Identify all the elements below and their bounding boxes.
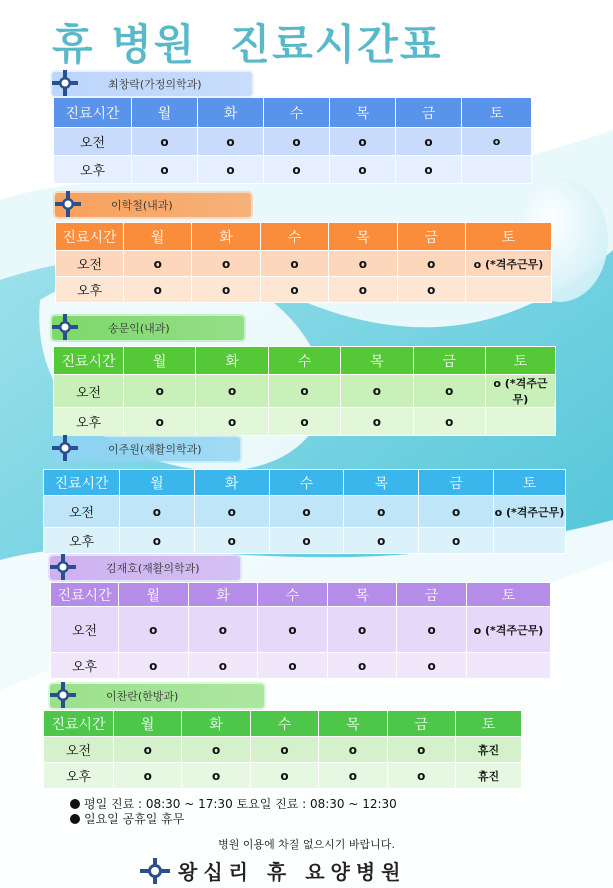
column-header-day: 월 xyxy=(132,98,198,128)
column-header-day: 화 xyxy=(198,98,264,128)
doctor-name: 김재호(재활의학과) xyxy=(106,562,200,575)
table-header-row xyxy=(54,347,556,375)
page-title: 휴 병원 진료시간표 xyxy=(52,20,443,69)
cell-wed: o xyxy=(264,128,330,156)
cell-sat: o (*격주근무) xyxy=(493,496,565,528)
column-header-day: 목 xyxy=(341,347,413,375)
cell-sat: o xyxy=(462,128,532,156)
bullet-icon xyxy=(70,799,80,809)
cell-thu: o xyxy=(330,128,396,156)
cell-fri: o xyxy=(387,763,455,789)
column-header-day: 토 xyxy=(466,583,550,607)
hospital-name: 왕십리 휴 요양병원 xyxy=(178,860,407,884)
row-label: 오전 xyxy=(54,128,132,156)
table-row xyxy=(51,607,551,653)
column-header-day: 목 xyxy=(327,583,397,607)
cell-thu: o xyxy=(329,251,397,277)
column-header-day: 월 xyxy=(119,583,189,607)
table-header-row xyxy=(44,470,566,496)
row-label: 오전 xyxy=(44,496,120,528)
column-header-day: 목 xyxy=(330,98,396,128)
column-header-time: 진료시간 xyxy=(44,470,120,496)
cell-fri: o xyxy=(413,408,485,436)
column-header-day: 수 xyxy=(260,223,328,251)
column-header-day: 월 xyxy=(120,470,195,496)
schedule-table xyxy=(50,582,551,679)
cell-wed: o xyxy=(260,277,328,303)
cell-sat xyxy=(466,653,550,679)
cell-mon: o xyxy=(132,128,198,156)
doctor-name: 이주원(재활의학과) xyxy=(108,443,202,456)
cell-thu: o xyxy=(329,277,397,303)
cell-wed: o xyxy=(258,607,328,653)
hours-notes xyxy=(70,797,397,827)
doctor-label xyxy=(55,193,251,217)
hospital-emblem-icon xyxy=(55,191,81,217)
cell-tue: o xyxy=(182,763,250,789)
table-row xyxy=(44,763,522,789)
column-header-time: 진료시간 xyxy=(54,347,124,375)
request-text: 병원 이용에 차질 없으시기 바랍니다. xyxy=(218,838,395,851)
schedule-table xyxy=(55,222,552,303)
cell-sat: o (*격주근무) xyxy=(466,607,550,653)
doctor-name: 송문익(내과) xyxy=(108,322,170,335)
table-header-row xyxy=(54,98,532,128)
cell-sat xyxy=(485,408,555,436)
table-header-row xyxy=(51,583,551,607)
column-header-day: 토 xyxy=(465,223,551,251)
row-label: 오전 xyxy=(54,375,124,408)
cell-fri: o xyxy=(397,251,465,277)
hospital-emblem-icon xyxy=(52,435,78,461)
doctor-label xyxy=(50,684,264,708)
column-header-day: 금 xyxy=(413,347,485,375)
schedule-table xyxy=(53,97,532,184)
column-header-time: 진료시간 xyxy=(44,711,114,737)
cell-mon: o xyxy=(124,408,196,436)
column-header-time: 진료시간 xyxy=(56,223,124,251)
cell-fri: o xyxy=(396,128,462,156)
cell-mon: o xyxy=(119,653,189,679)
column-header-day: 화 xyxy=(182,711,250,737)
column-header-day: 토 xyxy=(455,711,521,737)
column-header-day: 화 xyxy=(194,470,269,496)
row-label: 오전 xyxy=(51,607,119,653)
column-header-day: 수 xyxy=(269,470,344,496)
column-header-day: 금 xyxy=(397,583,467,607)
cell-wed: o xyxy=(264,156,330,184)
column-header-day: 토 xyxy=(462,98,532,128)
cell-wed: o xyxy=(268,408,340,436)
column-header-day: 금 xyxy=(396,98,462,128)
cell-thu: o xyxy=(341,375,413,408)
cell-wed: o xyxy=(250,737,318,763)
cell-mon: o xyxy=(124,277,192,303)
cell-fri: o xyxy=(396,156,462,184)
holiday-note xyxy=(70,812,397,827)
cell-wed: o xyxy=(260,251,328,277)
row-label: 오후 xyxy=(54,156,132,184)
table-row xyxy=(56,251,552,277)
cell-thu: o xyxy=(319,737,387,763)
cell-fri: o xyxy=(397,653,467,679)
cell-tue: o xyxy=(194,496,269,528)
cell-tue: o xyxy=(188,607,258,653)
cell-fri: o xyxy=(419,528,494,554)
table-row xyxy=(51,653,551,679)
cell-thu: o xyxy=(344,496,419,528)
cell-fri: o xyxy=(413,375,485,408)
cell-sat: 휴진 xyxy=(455,737,521,763)
column-header-day: 목 xyxy=(344,470,419,496)
table-row xyxy=(44,528,566,554)
column-header-day: 목 xyxy=(319,711,387,737)
cell-sat xyxy=(462,156,532,184)
cell-tue: o xyxy=(196,375,268,408)
column-header-day: 수 xyxy=(264,98,330,128)
cell-fri: o xyxy=(397,277,465,303)
table-header-row xyxy=(44,711,522,737)
cell-tue: o xyxy=(192,251,260,277)
doctor-label xyxy=(52,437,240,461)
column-header-day: 화 xyxy=(188,583,258,607)
cell-wed: o xyxy=(269,496,344,528)
table-row xyxy=(54,156,532,184)
column-header-day: 수 xyxy=(258,583,328,607)
cell-sat xyxy=(493,528,565,554)
row-label: 오후 xyxy=(51,653,119,679)
hospital-emblem-icon xyxy=(50,554,76,580)
row-label: 오후 xyxy=(54,408,124,436)
weekday-hours-text: 평일 진료 : 08:30 ~ 17:30 토요일 진료 : 08:30 ~ 12:30 xyxy=(84,797,397,811)
table-row xyxy=(56,277,552,303)
cell-fri: o xyxy=(419,496,494,528)
doctor-label xyxy=(52,316,244,340)
row-label: 오후 xyxy=(44,763,114,789)
column-header-day: 토 xyxy=(485,347,555,375)
doctor-label xyxy=(50,556,240,580)
cell-mon: o xyxy=(114,763,182,789)
schedule-table xyxy=(43,469,566,554)
doctor-name: 최창락(가정의학과) xyxy=(108,78,202,91)
row-label: 오후 xyxy=(56,277,124,303)
column-header-day: 목 xyxy=(329,223,397,251)
hospital-footer xyxy=(140,856,407,885)
row-label: 오후 xyxy=(44,528,120,554)
cell-tue: o xyxy=(196,408,268,436)
cell-sat: o (*격주근무) xyxy=(485,375,555,408)
cell-wed: o xyxy=(269,528,344,554)
bullet-icon xyxy=(70,814,80,824)
cell-sat xyxy=(465,277,551,303)
cell-sat: 휴진 xyxy=(455,763,521,789)
column-header-time: 진료시간 xyxy=(51,583,119,607)
cell-mon: o xyxy=(119,607,189,653)
table-row xyxy=(54,408,556,436)
cell-fri: o xyxy=(387,737,455,763)
cell-tue: o xyxy=(198,128,264,156)
column-header-day: 월 xyxy=(114,711,182,737)
doctor-name: 이학철(내과) xyxy=(111,199,173,212)
cell-wed: o xyxy=(268,375,340,408)
cell-thu: o xyxy=(341,408,413,436)
hospital-logo-icon xyxy=(140,858,170,884)
column-header-day: 토 xyxy=(493,470,565,496)
schedule-table xyxy=(53,346,556,436)
cell-tue: o xyxy=(198,156,264,184)
cell-fri: o xyxy=(397,607,467,653)
weekday-hours-note xyxy=(70,797,397,812)
cell-wed: o xyxy=(250,763,318,789)
cell-mon: o xyxy=(120,496,195,528)
hospital-emblem-icon xyxy=(52,314,78,340)
column-header-day: 화 xyxy=(196,347,268,375)
table-header-row xyxy=(56,223,552,251)
holiday-text: 일요일 공휴일 휴무 xyxy=(84,812,185,826)
cell-sat: o (*격주근무) xyxy=(465,251,551,277)
schedule-table xyxy=(43,710,522,789)
cell-mon: o xyxy=(120,528,195,554)
cell-thu: o xyxy=(330,156,396,184)
column-header-day: 화 xyxy=(192,223,260,251)
cell-mon: o xyxy=(124,251,192,277)
column-header-day: 월 xyxy=(124,223,192,251)
column-header-day: 월 xyxy=(124,347,196,375)
column-header-time: 진료시간 xyxy=(54,98,132,128)
cell-thu: o xyxy=(319,763,387,789)
cell-thu: o xyxy=(327,653,397,679)
cell-mon: o xyxy=(132,156,198,184)
column-header-day: 금 xyxy=(387,711,455,737)
hospital-emblem-icon xyxy=(50,682,76,708)
table-row xyxy=(44,737,522,763)
column-header-day: 금 xyxy=(419,470,494,496)
cell-tue: o xyxy=(192,277,260,303)
row-label: 오전 xyxy=(44,737,114,763)
table-row xyxy=(44,496,566,528)
cell-tue: o xyxy=(182,737,250,763)
cell-wed: o xyxy=(258,653,328,679)
row-label: 오전 xyxy=(56,251,124,277)
table-row xyxy=(54,128,532,156)
hospital-emblem-icon xyxy=(52,70,78,96)
cell-mon: o xyxy=(124,375,196,408)
column-header-day: 수 xyxy=(268,347,340,375)
column-header-day: 금 xyxy=(397,223,465,251)
cell-thu: o xyxy=(327,607,397,653)
table-row xyxy=(54,375,556,408)
cell-tue: o xyxy=(188,653,258,679)
doctor-name: 이찬란(한방과) xyxy=(106,690,179,703)
cell-tue: o xyxy=(194,528,269,554)
doctor-label xyxy=(52,72,252,96)
column-header-day: 수 xyxy=(250,711,318,737)
cell-thu: o xyxy=(344,528,419,554)
cell-mon: o xyxy=(114,737,182,763)
